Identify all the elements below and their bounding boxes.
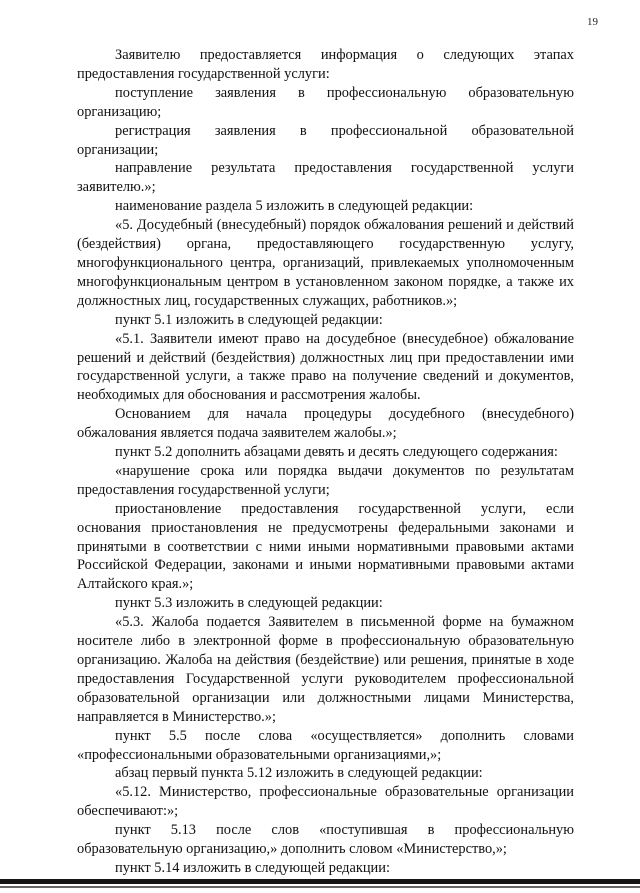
paragraph-12: приостановление предоставления государственной услуги, если основания приостановления не предусмотрены федеральными законами и принятыми в соответствии с ними иными нормативными правовыми актами Российской Федерации, законами и иными нормативными правовыми актами Алтайского края.»; — [77, 500, 574, 593]
paragraph-5: наименование раздела 5 изложить в следующей редакции: — [115, 198, 474, 215]
scan-edge-line — [0, 886, 640, 888]
paragraph-6: «5. Досудебный (внесудебный) порядок обжалования решений и действий (бездействия) органа, предоставляющего государственную услугу, многофункционального центра, организаций, привлекаемых уполномоченным многофункциональным центром в установленном законом порядке, а также их должностных лиц, государственных служащих, работников.»; — [77, 217, 574, 309]
paragraph-13: пункт 5.3 изложить в следующей редакции: — [115, 595, 383, 612]
paragraph-10: пункт 5.2 дополнить абзацами девять и десять следующего содержания: — [115, 444, 558, 461]
paragraph-18: пункт 5.13 после слов «поступившая в профессиональную образовательную организацию,» дополнить словом «Министерство,»; — [77, 822, 574, 858]
paragraph-16: абзац первый пункта 5.12 изложить в следующей редакции: — [115, 765, 483, 782]
paragraph-9: Основанием для начала процедуры досудебного (внесудебного) обжалования является подача заявителем жалобы.»; — [77, 406, 574, 442]
document-body — [77, 46, 574, 878]
paragraph-2: поступление заявления в профессиональную образовательную организацию; — [77, 84, 574, 120]
paragraph-19: пункт 5.14 изложить в следующей редакции: — [115, 859, 390, 876]
page-number: 19 — [587, 16, 598, 28]
paragraph-14: «5.3. Жалоба подается Заявителем в письменной форме на бумажном носителе либо в электронной форме в профессиональную образовательную организацию. Жалоба на действия (бездействие) или решения, принятые в ходе предоставления Государственной услуги руководителем профессиональной образовательной организации или должностными лицами Министерства, направляется в Министерство.»; — [77, 614, 574, 725]
paragraph-17: «5.12. Министерство, профессиональные образовательные организации обеспечивают:»; — [77, 784, 574, 820]
paragraph-3: регистрация заявления в профессиональной образовательной организации; — [77, 122, 574, 158]
paragraph-8: «5.1. Заявители имеют право на досудебное (внесудебное) обжалование решений и действий (бездействия) должностных лиц при предоставлении ими государственной услуги, а также право на получение сведений и документов, необходимых для обоснования и рассмотрения жалобы. — [77, 330, 574, 404]
paragraph-1: Заявителю предоставляется информация о следующих этапах предоставления государственной услуги: — [77, 47, 574, 82]
paragraph-15: пункт 5.5 после слова «осуществляется» дополнить словами «профессиональными образовательными организациями,»; — [77, 727, 574, 763]
paragraph-11: «нарушение срока или порядка выдачи документов по результатам предоставления государственной услуги; — [77, 462, 574, 498]
scan-edge-bar — [0, 879, 640, 884]
paragraph-7: пункт 5.1 изложить в следующей редакции: — [115, 311, 383, 328]
paragraph-4: направление результата предоставления государственной услуги заявителю.»; — [77, 160, 574, 196]
